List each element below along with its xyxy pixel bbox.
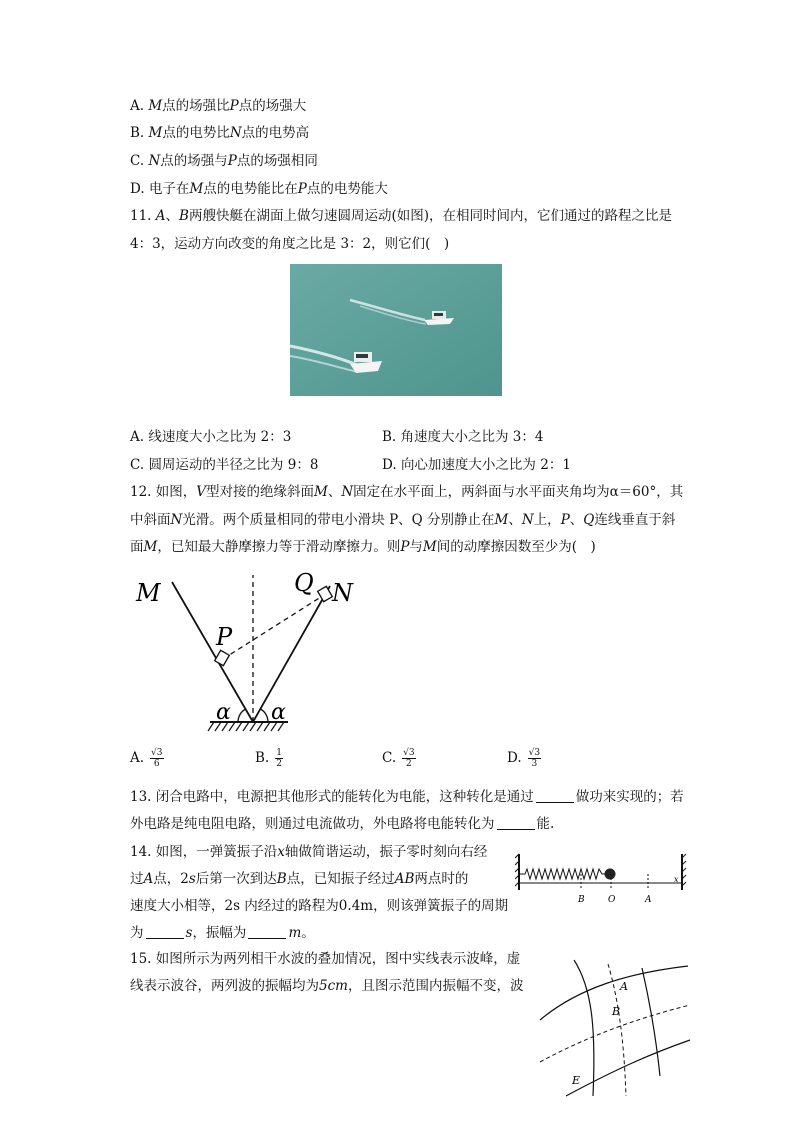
q12-stem-line3: 面M，已知最大静摩擦力等于滑动摩擦力。则P与M间的动摩擦因数至少为( ) xyxy=(130,539,596,555)
label-alpha-left: α xyxy=(216,700,231,725)
q11-option-b: B. 角速度大小之比为 3：4 xyxy=(382,429,544,445)
q14-line1: 14. 如图，一弹簧振子沿x轴做简谐运动，振子零时刻向右经 xyxy=(130,844,488,860)
wave-label-a: A xyxy=(620,980,628,993)
q15-line1: 15. 如图所示为两列相干水波的叠加情况，图中实线表示波峰，虚 xyxy=(130,951,521,967)
q13-blank-2[interactable] xyxy=(497,817,535,830)
q11-option-d: D. 向心加速度大小之比为 2：1 xyxy=(382,457,571,473)
q13-line2: 外电路是纯电阻电路，则通过电流做功，外电路将电能转化为 能. xyxy=(130,816,555,832)
q15-wave-figure xyxy=(538,958,694,1098)
q12-option-a: A. $\frac{√3}{6}$ xyxy=(130,748,163,769)
incline-m-line xyxy=(172,582,253,722)
q14-blank-period[interactable] xyxy=(146,926,184,939)
spring-label-b: B xyxy=(578,895,585,905)
block-p xyxy=(215,650,230,665)
spring-label-a: A xyxy=(645,895,652,905)
label-n: N xyxy=(332,579,353,607)
label-q: Q xyxy=(294,569,314,597)
q11-boats-photo xyxy=(290,264,502,396)
label-alpha-right: α xyxy=(271,700,286,725)
q10-option-a: A. M点的场强比P点的场强大 xyxy=(130,98,307,114)
crest-line-4 xyxy=(642,968,660,1076)
spring-label-o: O xyxy=(608,895,616,905)
q12-option-b: B. $\frac{1}{2}$ xyxy=(255,748,282,769)
block-q xyxy=(318,586,333,601)
q13-blank-1[interactable] xyxy=(536,790,574,803)
oscillator-ball xyxy=(605,869,616,880)
q10-option-d: D. 电子在M点的电势能比在P点的电势能大 xyxy=(130,181,388,197)
incline-n-line xyxy=(253,586,330,722)
wave-label-e: E xyxy=(572,1074,581,1087)
q10-option-c: C. N点的场强与P点的场强相同 xyxy=(130,153,318,169)
q10-option-b: B. M点的电势比N点的电势高 xyxy=(130,125,310,141)
pq-dashed-line xyxy=(223,595,324,659)
q12-stem-line1: 12. 如图，V型对接的绝缘斜面M、N固定在水平面上，两斜面与水平面夹角均为α＝60°，其 xyxy=(130,484,684,500)
q11-stem-line1: 11. A、B两艘快艇在湖面上做匀速圆周运动(如图)，在相同时间内，它们通过的路程之比是 xyxy=(130,208,672,224)
wave-label-b: B xyxy=(612,1005,621,1018)
label-p: P xyxy=(216,623,233,651)
q11-option-a: A. 线速度大小之比为 2：3 xyxy=(130,429,292,445)
q11-option-c: C. 圆周运动的半径之比为 9：8 xyxy=(130,457,319,473)
q12-option-c: C. $\frac{√3}{2}$ xyxy=(382,748,415,769)
q14-spring-figure xyxy=(515,850,687,906)
q12-incline-figure xyxy=(128,565,368,740)
q12-stem-line2: 中斜面N光滑。两个质量相同的带电小滑块 P、Q 分别静止在M、N上，P、Q连线垂直于斜 xyxy=(130,512,676,528)
q14-line2: 过A点，2s后第一次到达B点，已知振子经过AB两点时的 xyxy=(130,871,469,887)
q14-line3: 速度大小相等，2s 内经过的路程为0.4m，则该弹簧振子的周期 xyxy=(130,898,509,914)
q12-option-d: D. $\frac{√3}{3}$ xyxy=(507,748,541,769)
q14-line4: 为 s，振幅为 m。 xyxy=(130,925,315,941)
q13-line1: 13. 闭合电路中，电源把其他形式的能转化为电能，这种转化是通过 做功来实现的；若 xyxy=(130,789,684,805)
spring-label-x: x xyxy=(674,875,679,884)
q14-blank-amplitude[interactable] xyxy=(248,926,286,939)
q11-stem-line2: 4：3，运动方向改变的角度之比是 3：2，则它们( ) xyxy=(130,236,450,252)
q15-line2: 线表示波谷，两列波的振幅均为5cm，且图示范围内振幅不变，波 xyxy=(130,978,524,994)
label-m: M xyxy=(136,579,161,607)
crest-line-2 xyxy=(566,1040,690,1096)
